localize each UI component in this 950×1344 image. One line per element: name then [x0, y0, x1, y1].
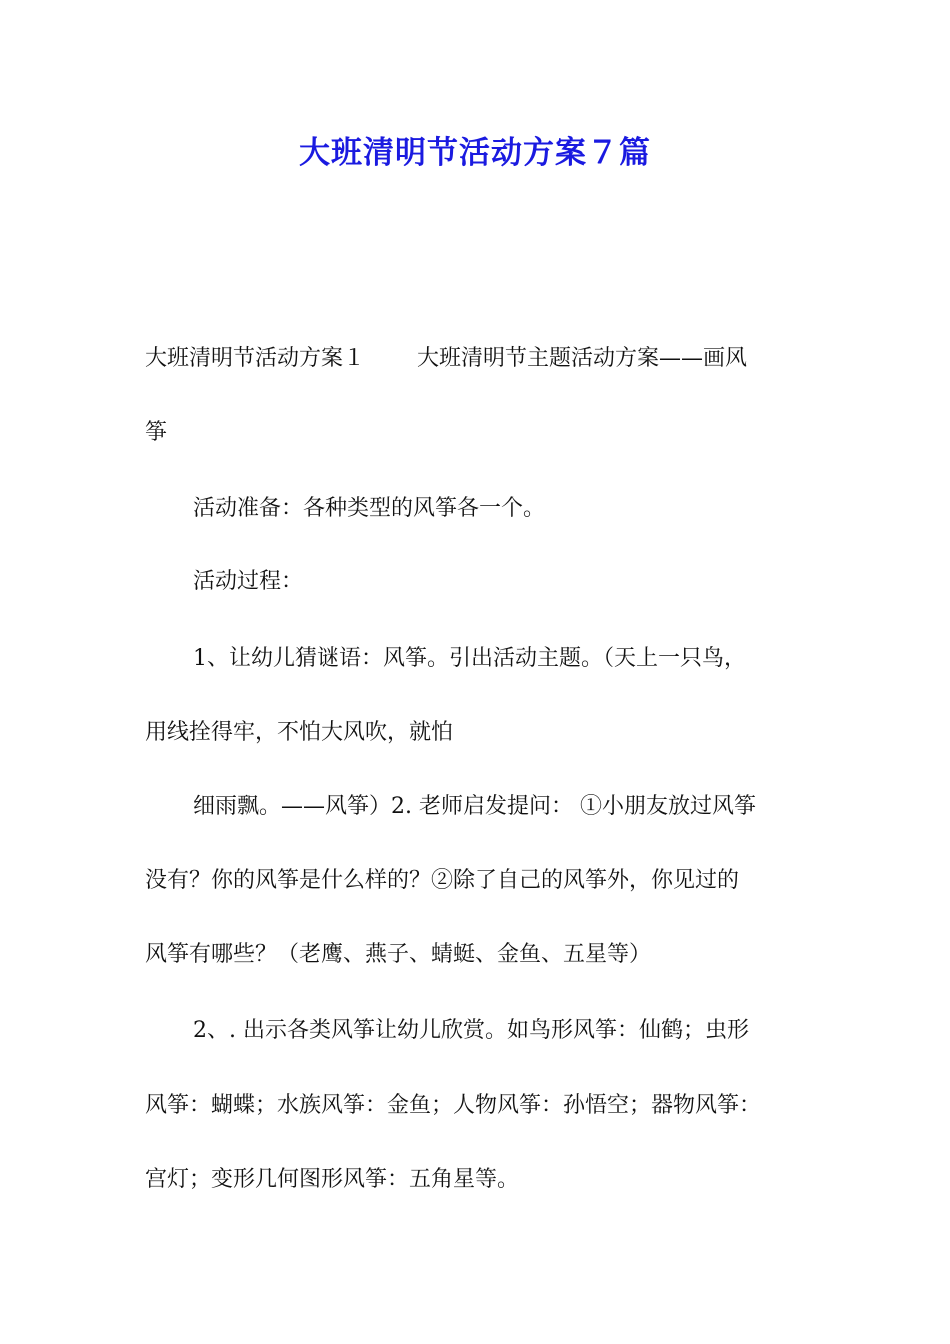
paragraph-line-7: 细雨飘。——风筝）2. 老师启发提问： ①小朋友放过风筝	[193, 794, 756, 819]
paragraph-line-5: 1、让幼儿猜谜语：风筝。引出活动主题。（天上一只鸟，	[193, 646, 746, 671]
paragraph-line-9: 风筝有哪些？（老鹰、燕子、蜻蜓、金鱼、五星等）	[145, 942, 652, 967]
paragraph-line-6: 用线拴得牢，不怕大风吹，就怕	[145, 720, 454, 745]
paragraph-line-4: 活动过程：	[193, 569, 304, 594]
section-subtitle: 大班清明节主题活动方案——画风	[417, 346, 748, 371]
paragraph-line-1	[145, 344, 747, 374]
paragraph-line-8: 没有？你的风筝是什么样的？②除了自己的风筝外，你见过的	[145, 868, 740, 893]
paragraph-line-12: 宫灯；变形几何图形风筝：五角星等。	[145, 1167, 520, 1192]
section-heading: 大班清明节活动方案１	[145, 346, 366, 371]
paragraph-line-11: 风筝：蝴蝶；水族风筝：金鱼；人物风筝：孙悟空；器物风筝：	[145, 1093, 762, 1118]
document-title: 大班清明节活动方案７篇	[299, 135, 651, 171]
paragraph-line-10: 2、. 出示各类风筝让幼儿欣赏。如鸟形风筝：仙鹤；虫形	[193, 1018, 749, 1043]
paragraph-line-3: 活动准备：各种类型的风筝各一个。	[193, 496, 546, 521]
paragraph-line-2: 筝	[145, 420, 168, 445]
